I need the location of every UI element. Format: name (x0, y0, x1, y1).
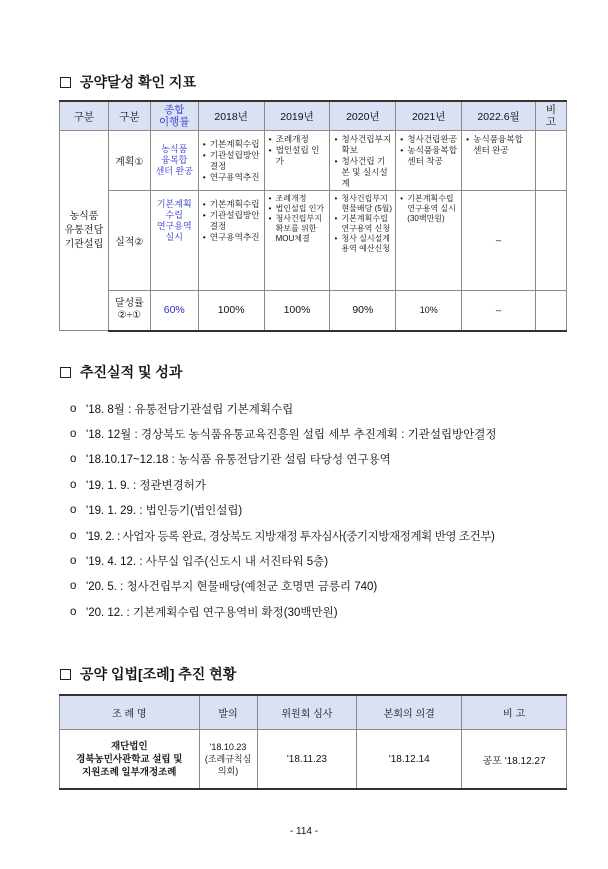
section-title-legislation (60, 664, 236, 684)
circle-bullet-icon: o (70, 504, 77, 517)
cell-bullet-item: • 연구용역추진 (203, 172, 261, 183)
plan-2020 (330, 131, 396, 191)
circle-bullet-icon: o (70, 428, 77, 441)
cell-bullet-item: • 기본계획수립 (203, 199, 261, 210)
header-proposal: 발의 (199, 695, 257, 730)
section-title-text: 추진실적 및 성과 (80, 364, 183, 380)
list-item: o '20. 12. : 기본계획수립 연구용역비 확정(30백만원) (70, 605, 338, 619)
actual-2020 (330, 191, 396, 291)
header-category: 구분 (60, 101, 109, 131)
legislation-table (59, 694, 567, 790)
table-header-row (60, 101, 567, 131)
header-committee: 위원회 심사 (257, 695, 357, 730)
list-item: o '19. 4. 12. : 사무실 입주(신도시 내 서진타워 5층) (70, 555, 329, 569)
list-item: o '19. 1. 9. : 정관변경허가 (70, 478, 206, 492)
ordinance-name: 재단법인 경북농민사관학교 설립 및 지원조례 일부개정조례 (60, 730, 200, 790)
cell-bullet-item: • 청사 실시설계 용역 예산신청 (334, 234, 392, 254)
plan-2022 (462, 131, 536, 191)
header-2022: 2022.6월 (462, 101, 536, 131)
achievement-index-table (59, 100, 567, 332)
square-bullet-icon (60, 669, 71, 680)
cell-bullet-item: • 기본계획수립 연구용역 실시 (30백만원) (400, 194, 458, 224)
table-row-actual (60, 191, 567, 291)
cell-bullet-item: • 청사건립완공 (400, 134, 458, 145)
header-plenary: 본회의 의결 (357, 695, 462, 730)
cell-bullet-item: • 법인설립 인가 (269, 145, 327, 167)
promulgation-note: 공포 '18.12.27 (462, 730, 567, 790)
section-title-achievement-index (60, 72, 196, 92)
actual-label: 실적② (108, 191, 150, 291)
actual-overall: 기본계획 수립 연구용역 실시 (150, 191, 198, 291)
actual-2022: – (462, 191, 536, 291)
circle-bullet-icon: o (70, 478, 77, 491)
rate-overall: 60% (150, 291, 198, 331)
header-ordinance-name: 조 례 명 (60, 695, 200, 730)
rate-2022: – (462, 291, 536, 331)
cell-bullet-item: • 기관설립방안 결정 (203, 150, 261, 172)
plan-label: 계획① (108, 131, 150, 191)
rate-2021: 10% (396, 291, 462, 331)
cell-bullet-item: • 기본계획수립 연구용역 신청 (334, 214, 392, 234)
progress-list (70, 396, 497, 625)
circle-bullet-icon: o (70, 453, 77, 466)
header-2018: 2018년 (198, 101, 264, 131)
header-note: 비 고 (535, 101, 566, 131)
rate-2020: 90% (330, 291, 396, 331)
list-item: o '19. 2. : 사업자 등록 완료, 경상북도 지방재정 투자심사(중기지방재정계획 반영 조건부) (70, 529, 495, 543)
section-title-text: 공약달성 확인 지표 (80, 74, 196, 90)
plan-2019 (264, 131, 330, 191)
rate-note (535, 291, 566, 331)
header-overall-rate: 종합 이행률 (150, 101, 198, 131)
circle-bullet-icon: o (70, 529, 77, 542)
actual-2021 (396, 191, 462, 291)
cell-bullet-item: • 기관설립방안 결정 (203, 210, 261, 232)
header-note: 비 고 (462, 695, 567, 730)
table-header-row (60, 695, 567, 730)
header-2019: 2019년 (264, 101, 330, 131)
square-bullet-icon (60, 77, 71, 88)
cell-bullet-item: • 조례개정 (269, 134, 327, 145)
cell-bullet-item: • 법인설립 인가 (269, 204, 327, 214)
cell-bullet-item: • 연구용역추진 (203, 232, 261, 243)
table-row (60, 730, 567, 790)
circle-bullet-icon: o (70, 580, 77, 593)
proposal-date: '18.10.23 (조례규칙심의회) (199, 730, 257, 790)
section-title-text: 공약 입법[조례] 추진 현황 (80, 666, 237, 682)
rate-2018: 100% (198, 291, 264, 331)
cell-bullet-item: • 농식품융복합 센터 착공 (400, 145, 458, 167)
square-bullet-icon (60, 367, 71, 378)
plenary-date: '18.12.14 (357, 730, 462, 790)
list-item: o '18. 12월 : 경상북도 농식품유통교육진흥원 설립 세부 추진계획 : 기관설립방안결정 (70, 428, 497, 442)
circle-bullet-icon: o (70, 555, 77, 568)
circle-bullet-icon: o (70, 402, 77, 415)
cell-bullet-item: • 청사건립부지 확보 (334, 134, 392, 156)
plan-2021 (396, 131, 462, 191)
header-2021: 2021년 (396, 101, 462, 131)
cell-bullet-item: • 청사건립부지 확보를 위한 MOU체결 (269, 214, 327, 244)
cell-bullet-item: • 청사건립 기본 및 실시설계 (334, 156, 392, 189)
plan-2018 (198, 131, 264, 191)
circle-bullet-icon: o (70, 605, 77, 618)
section-title-progress (60, 362, 182, 382)
cell-bullet-item: • 조례개정 (269, 194, 327, 204)
list-item: o '18.10.17~12.18 : 농식품 유통전담기관 설립 타당성 연구용역 (70, 453, 391, 467)
table-row-rate (60, 291, 567, 331)
plan-overall: 농식품 융복합 센터 완공 (150, 131, 198, 191)
page-number: - 114 - (289, 826, 319, 837)
table-row-plan (60, 131, 567, 191)
actual-note (535, 191, 566, 291)
cell-bullet-item: • 기본계획수립 (203, 139, 261, 150)
header-subcategory: 구분 (108, 101, 150, 131)
list-item: o '19. 1. 29. : 법인등기(법인설립) (70, 504, 243, 518)
header-2020: 2020년 (330, 101, 396, 131)
rate-2019: 100% (264, 291, 330, 331)
actual-2019 (264, 191, 330, 291)
category-cell: 농식품 유통전담 기관설립 (60, 131, 109, 331)
list-item: o '18. 8월 : 유통전담기관설립 기본계획수립 (70, 402, 294, 416)
cell-bullet-item: • 농식품융복합 센터 완공 (466, 134, 532, 156)
cell-bullet-item: • 청사건립부지 현물배당 (5월) (334, 194, 392, 214)
list-item: o '20. 5. : 청사건립부지 현물배당(예천군 호명면 금릉리 740) (70, 580, 378, 594)
plan-note (535, 131, 566, 191)
actual-2018 (198, 191, 264, 291)
committee-date: '18.11.23 (257, 730, 357, 790)
rate-label: 달성률 ②÷① (108, 291, 150, 331)
